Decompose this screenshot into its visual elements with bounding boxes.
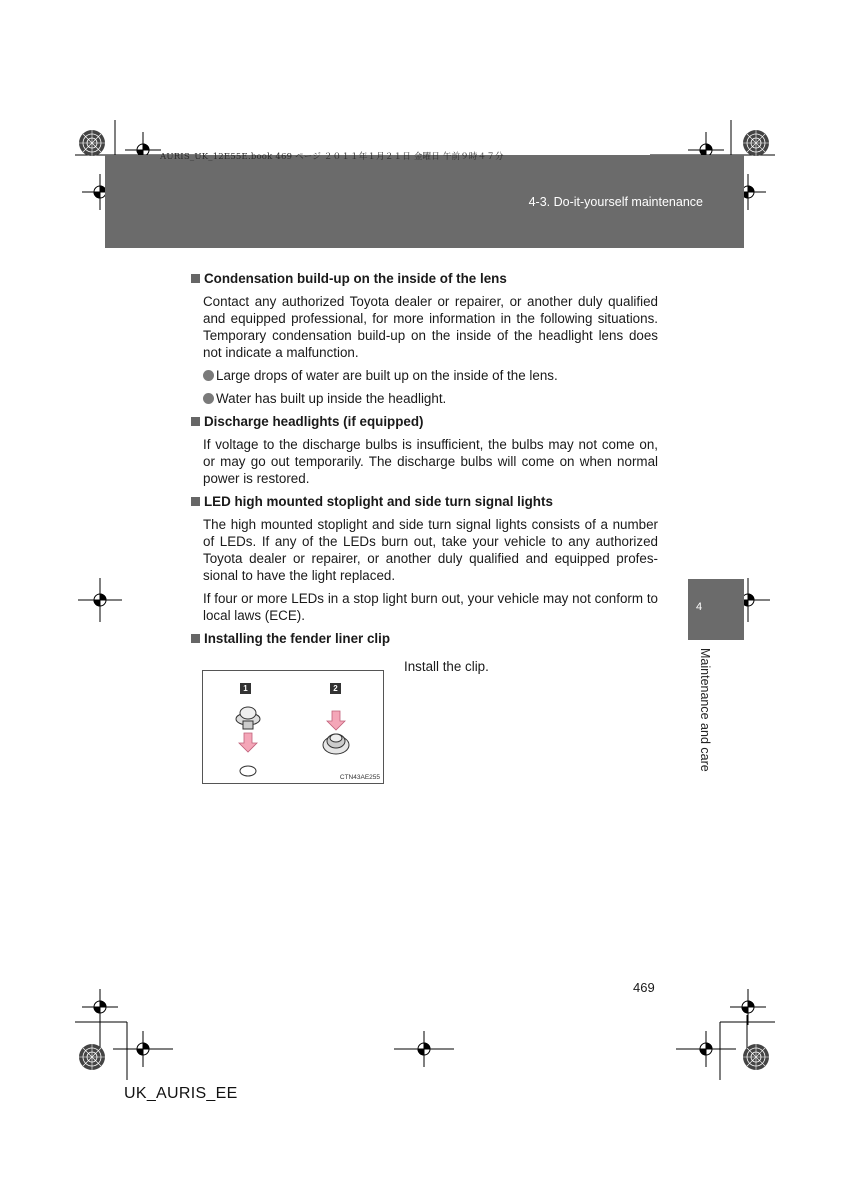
bullet-text: Large drops of water are built up on the inside of the lens. [216, 368, 558, 383]
page-number: 469 [633, 980, 655, 995]
fender-clip-illustration [202, 670, 384, 784]
clip-diagram [203, 671, 383, 783]
heading-text: Condensation build-up on the inside of the lens [204, 271, 507, 286]
install-instruction: Install the clip. [404, 659, 489, 674]
step-number-1: 1 [240, 683, 251, 694]
installed-clip-icon [323, 734, 349, 754]
main-content [190, 270, 658, 653]
heading-fender-clip [190, 630, 658, 647]
square-bullet-icon [191, 497, 200, 506]
heading-led [190, 493, 658, 510]
hole-icon [240, 766, 256, 776]
square-bullet-icon [191, 634, 200, 643]
print-metadata: AURIS_UK_12E55E.book 469 ページ ２０１１年１月２１日 金曜日 午前９時４７分 [160, 152, 504, 162]
circle-bullet-icon [203, 393, 214, 404]
paragraph-led-ece: If four or more LEDs in a stop light burn out, your vehicle may not conform to local laws (ECE). [203, 591, 658, 623]
section-title: 4-3. Do-it-yourself maintenance [528, 195, 703, 209]
arrow-down-icon [239, 733, 257, 752]
square-bullet-icon [191, 274, 200, 283]
figure-caption: CTN43AE255 [339, 774, 380, 781]
paragraph-condensation: Contact any authorized Toyota dealer or repairer, or another duly qualified and equipped professional, for more information in the following situations. Temporary condensation build-up on the inside of the headlight lens does not indicate a malfunction. [203, 294, 658, 360]
paragraph-led: The high mounted stoplight and side turn signal lights consists of a number of LEDs. If any of the LEDs burn out, take your vehicle to any authorized Toyota dealer or repairer, or another duly qualified and equipped profes-sional to have the light replaced. [203, 517, 658, 583]
heading-text: Installing the fender liner clip [204, 631, 391, 646]
heading-text: LED high mounted stoplight and side turn signal lights [204, 494, 553, 509]
heading-condensation [190, 270, 658, 287]
heading-text: Discharge headlights (if equipped) [204, 414, 424, 429]
bullet-text: Water has built up inside the headlight. [216, 391, 447, 406]
circle-bullet-icon [203, 370, 214, 381]
bullet-item [203, 367, 658, 384]
arrow-down-icon [327, 711, 345, 730]
paragraph-discharge: If voltage to the discharge bulbs is insufficient, the bulbs may not come on, or may go out temporarily. The discharge bulbs will come on when normal power is restored. [203, 437, 658, 486]
heading-discharge [190, 413, 658, 430]
footer-code: UK_AURIS_EE [124, 1085, 238, 1102]
chapter-tab [688, 579, 744, 640]
chapter-label: Maintenance and care [698, 648, 712, 772]
chapter-number: 4 [696, 601, 703, 613]
step-number-2: 2 [330, 683, 341, 694]
bullet-item [203, 390, 658, 407]
square-bullet-icon [191, 417, 200, 426]
clip-icon [236, 707, 260, 729]
